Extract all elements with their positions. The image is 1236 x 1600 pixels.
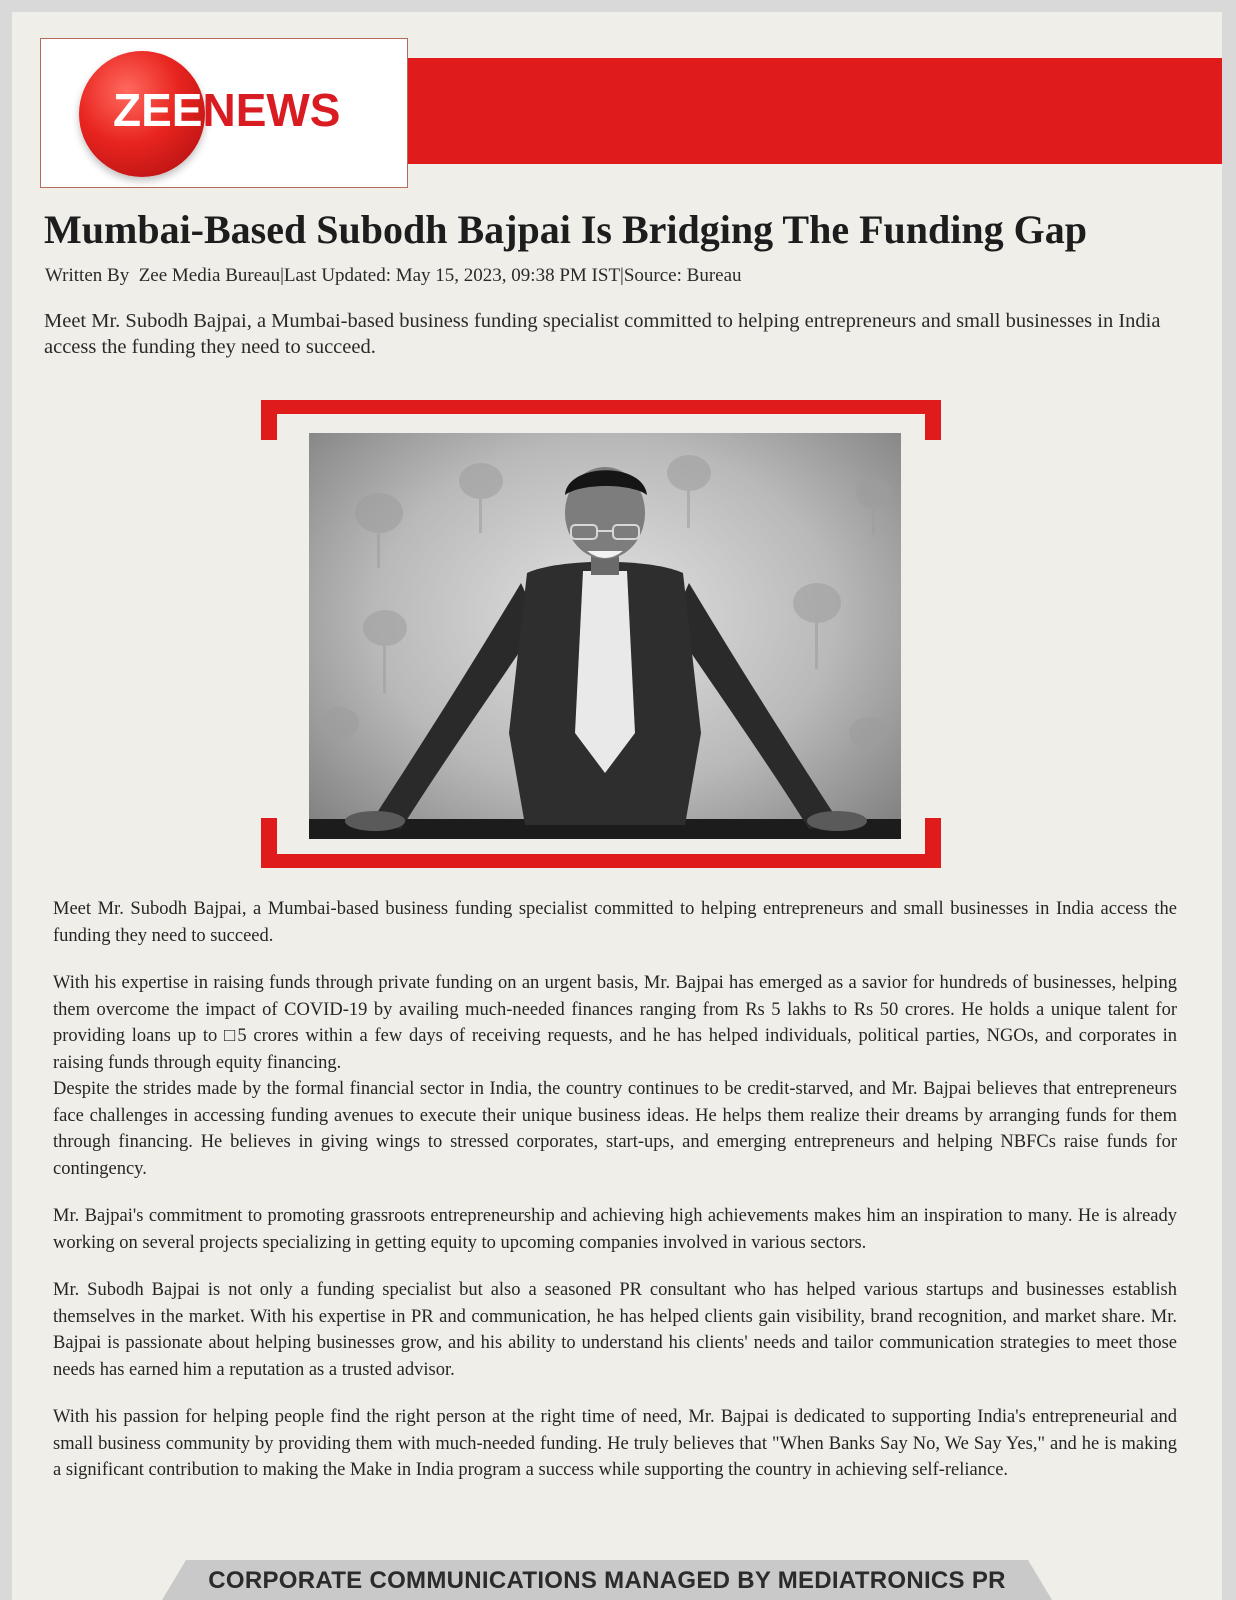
portrait-illustration [309,433,901,839]
photo-frame-corner [261,400,277,440]
footer-credit: CORPORATE COMMUNICATIONS MANAGED BY MEDIATRONICS PR [208,1567,1006,1594]
article-paragraph: Mr. Bajpai's commitment to promoting grassroots entrepreneurship and achieving high achievements makes him an inspiration to many. He is already working on several projects specializing in getting equity to upcoming companies involved in various sectors. [53,1206,1177,1253]
article-paragraph: With his expertise in raising funds through private funding on an urgent basis, Mr. Bajpai has emerged as a savior for hundreds of businesses, helping them overcome the impact of COVID-19 by availing much-needed finances ranging from Rs 5 lakhs to Rs 50 crores. He holds a unique talent for providing loans up to □5 crores within a few days of receiving requests, and he has helped individuals, political parties, NGOs, and corporates in raising funds through equity financing. [53,973,1177,1073]
article-paragraph: Despite the strides made by the formal financial sector in India, the country continues to be credit-starved, and Mr. Bajpai believes that entrepreneurs face challenges in accessing funding avenues to execute their unique business ideas. He helps them realize their dreams by arranging funds for them through financing. He believes in giving wings to stressed corporates, start-ups, and emerging entrepreneurs and helping NBFCs raise funds for contingency. [53,1079,1177,1179]
article-paragraph: With his passion for helping people find the right person at the right time of need, Mr. Bajpai is dedicated to supporting India's entrepreneurial and small business community by providing them with much-needed funding. He truly believes that "When Banks Say No, We Say Yes," and he is making a significant contribution to making the Make in India program a success while supporting the country in achieving self-reliance. [53,1407,1177,1480]
news-clipping [12,12,1222,1600]
article-body [53,896,1177,1484]
article-headline: Mumbai-Based Subodh Bajpai Is Bridging The Funding Gap [44,207,1087,252]
header-red-bar [408,58,1222,164]
photo-frame-bottom [261,854,941,868]
article-intro: Meet Mr. Subodh Bajpai, a Mumbai-based business funding specialist committed to helping entrepreneurs and small businesses in India access the funding they need to succeed. [44,310,1161,358]
portrait-photo [309,433,901,839]
photo-frame-corner [925,400,941,440]
logo-box [40,38,408,188]
article-byline: Written By Zee Media Bureau|Last Updated: May 15, 2023, 09:38 PM IST|Source: Bureau [45,265,742,286]
photo-frame-corner [925,818,941,858]
photo-frame-top [261,400,941,414]
article-paragraph: Meet Mr. Subodh Bajpai, a Mumbai-based business funding specialist committed to helping entrepreneurs and small businesses in India access the funding they need to succeed. [53,899,1177,946]
article-paragraph: Mr. Subodh Bajpai is not only a funding specialist but also a seasoned PR consultant who has helped various startups and businesses establish themselves in the market. With his expertise in PR and communication, he has helped clients gain visibility, brand recognition, and market share. Mr. Bajpai is passionate about helping businesses grow, and his ability to understand his clients' needs and tailor communication strategies to meet those needs has earned him a reputation as a trusted advisor. [53,1280,1177,1380]
photo-frame-corner [261,818,277,858]
zee-news-logo: ZEENEWS [113,84,341,136]
